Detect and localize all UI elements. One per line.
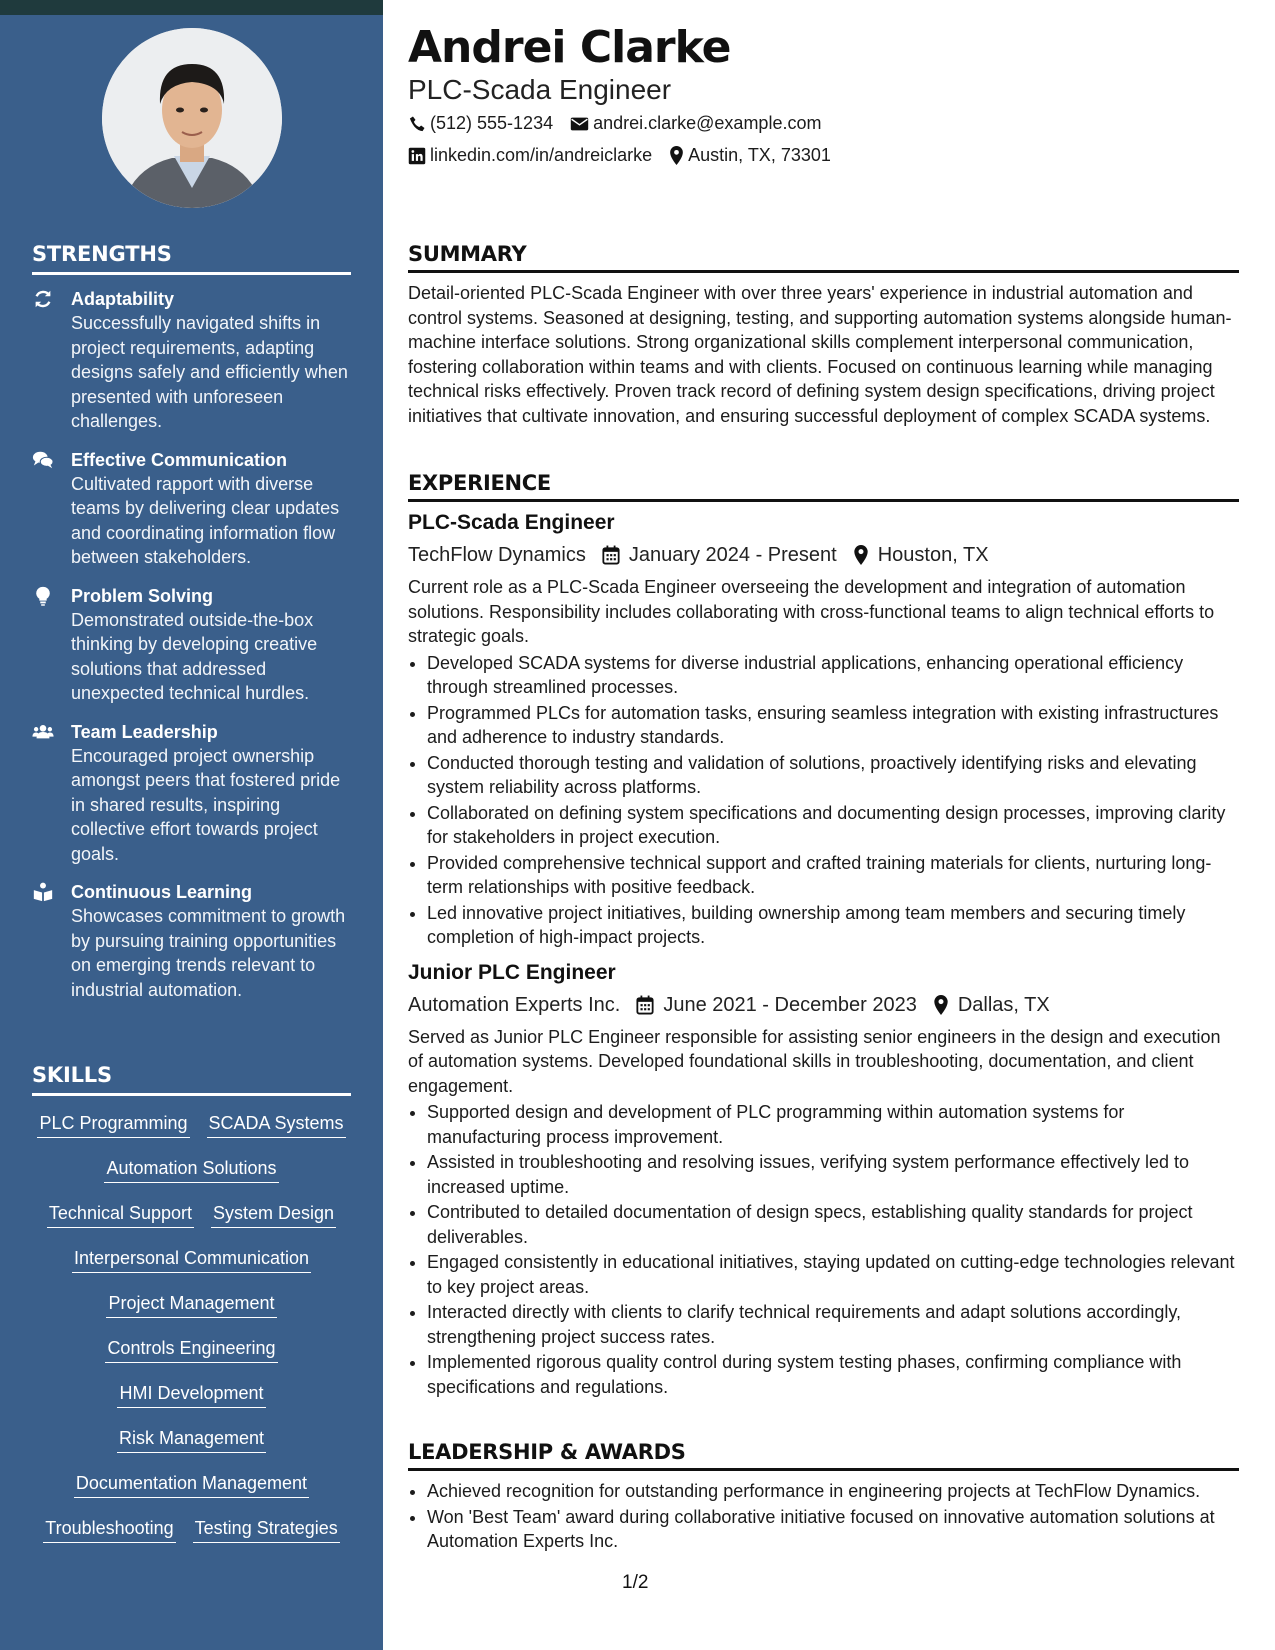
candidate-name: Andrei Clarke [408,22,731,73]
job-bullet: • Provided comprehensive technical support and crafted training materials for clients, nurturing long-term relationships with positive feedback. [427,851,1239,900]
skills-list [32,1104,351,1554]
job-bullet: • Assisted in troubleshooting and resolving issues, verifying system performance effectively led to increased uptime. [427,1150,1239,1199]
skill-tag: Interpersonal Communication [72,1247,311,1273]
linkedin-icon [408,147,426,165]
skill-tag: Technical Support [47,1202,194,1228]
job-bullet: • Programmed PLCs for automation tasks, ensuring seamless integration with existing infrastructures and adherence to industry standards. [427,701,1239,750]
sidebar [0,0,383,1650]
strength-item [32,880,351,1002]
job-location: Houston, TX [877,544,989,566]
phone-icon [408,115,426,133]
skill-tag: Project Management [106,1292,276,1318]
phone-text: (512) 555-1234 [430,113,554,133]
job-summary: Current role as a PLC-Scada Engineer overseeing the development and integration of automation solutions. Responsibility includes collaborating with cross-functional teams to align technical efforts to strategic goals. [408,577,1215,646]
map-pin-icon [933,995,949,1015]
award-item: • Won 'Best Team' award during collaborative initiative focused on innovative automation solutions at Automation Experts Inc. [427,1505,1239,1554]
strengths-section [32,242,351,1002]
users-icon [32,721,54,743]
strength-title: Team Leadership [71,721,218,742]
page-number: 1/2 [622,1572,649,1593]
strength-desc: Showcases commitment to growth by pursuing training opportunities on emerging trends relevant to industrial automation. [71,906,346,1000]
job-dates: January 2024 - Present [628,544,837,566]
job-bullets [408,651,1239,950]
calendar-icon [636,995,654,1015]
summary-text: Detail-oriented PLC-Scada Engineer with over three years' experience in industrial automation and control systems. Seasoned at designing, testing, and supporting automation systems alongside human-machine interface solutions. Strong organizational skills complement interpersonal communication, fostering collaboration within teams and with clients. Focused on continuous learning while managing technical risks effectively. Proven track record of defining system design specifications, driving project initiatives that cultivate innovation, and ensuring successful deployment of complex SCADA systems. [408,283,1232,426]
strength-item [32,720,351,867]
experience-title: EXPERIENCE [408,471,1239,502]
job-company: Automation Experts Inc. [408,993,621,1016]
skill-tag: SCADA Systems [207,1112,346,1138]
lightbulb-icon [32,585,54,607]
summary-section [408,242,1239,428]
awards-list [408,1479,1239,1554]
job-location-wrap [933,990,1050,1020]
skill-tag: PLC Programming [37,1112,189,1138]
sync-icon [32,288,54,310]
map-pin-icon [669,146,684,165]
skills-section [32,1063,351,1554]
calendar-icon [602,545,620,565]
job-meta [408,990,1239,1020]
job-bullet: • Developed SCADA systems for diverse industrial applications, enhancing operational efficiency through streamlined processes. [427,651,1239,700]
top-accent-bar [0,0,383,15]
phone-contact [408,113,553,134]
experience-section [408,471,1239,1400]
job-bullet: • Interacted directly with clients to clarify technical requirements and adapt solutions accordingly, strengthening project success rates. [427,1300,1239,1349]
job-summary: Served as Junior PLC Engineer responsible for assisting senior engineers in the design and execution of automation systems. Developed foundational skills in troubleshooting, documentation, and client engagement. [408,1026,1221,1096]
job-title: PLC-Scada Engineer [408,511,615,534]
strength-title: Continuous Learning [71,882,252,902]
job-dates-wrap [602,540,837,570]
skill-tag: Testing Strategies [193,1517,340,1543]
job-bullet: • Collaborated on defining system specifications and documenting design processes, improving clarity for stakeholders in project execution. [427,801,1239,850]
award-item: • Achieved recognition for outstanding performance in engineering projects at TechFlow Dynamics. [427,1479,1239,1504]
contact-row-2 [408,145,848,166]
job-bullet: • Supported design and development of PLC programming within automation systems for manufacturing process improvement. [427,1100,1239,1149]
skill-tag: HMI Development [117,1382,265,1408]
skill-tag: Risk Management [117,1427,266,1453]
strengths-title: STRENGTHS [32,242,351,275]
map-pin-icon [853,545,869,565]
skills-title: SKILLS [32,1063,351,1096]
strength-item [32,287,351,434]
linkedin-link[interactable]: linkedin.com/in/andreiclarke [430,145,653,165]
strength-item [32,448,351,570]
job-location-wrap [853,540,989,570]
skill-tag: Documentation Management [74,1472,309,1498]
comments-icon [32,449,54,471]
candidate-role: PLC-Scada Engineer [408,74,672,105]
skill-tag: System Design [211,1202,336,1228]
job-location: Dallas, TX [957,993,1050,1016]
job-bullets [408,1100,1239,1399]
job-dates: June 2021 - December 2023 [663,993,917,1016]
skill-tag: Controls Engineering [105,1337,277,1363]
linkedin-contact[interactable] [408,145,652,166]
email-contact[interactable] [570,113,821,134]
job-bullet: • Conducted thorough testing and validation of solutions, proactively identifying risks and elevating system reliability across platforms. [427,751,1239,800]
job-entry [408,508,1239,950]
job-dates-wrap [636,990,917,1020]
email-link[interactable]: andrei.clarke@example.com [593,113,822,133]
job-meta [408,540,1239,570]
job-bullet: • Implemented rigorous quality control during system testing phases, confirming compliance with specifications and regulations. [427,1350,1239,1399]
skill-tag: Automation Solutions [104,1157,278,1183]
strength-title: Effective Communication [71,449,288,470]
job-title: Junior PLC Engineer [408,960,616,984]
profile-photo [102,28,282,208]
location-text: Austin, TX, 73301 [688,145,831,165]
strength-desc: Demonstrated outside-the-box thinking by developing creative solutions that addressed unexpected technical hurdles. [71,609,318,703]
strength-desc: Encouraged project ownership amongst peers that fostered pride in shared results, inspiring collective effort towards project goals. [71,745,341,864]
reading-icon [32,881,54,903]
awards-title: LEADERSHIP & AWARDS [408,1440,1239,1471]
strength-desc: Cultivated rapport with diverse teams by delivering clear updates and coordinating information flow between stakeholders. [71,473,340,567]
awards-section [408,1440,1239,1555]
envelope-icon [570,116,589,132]
job-company: TechFlow Dynamics [408,544,586,566]
skill-tag: Troubleshooting [43,1517,175,1543]
job-bullet: • Contributed to detailed documentation of design specs, establishing quality standards for project deliverables. [427,1200,1239,1249]
strength-title: Adaptability [71,289,175,309]
strength-item [32,584,351,706]
location-contact [669,145,831,166]
job-bullet: • Led innovative project initiatives, building ownership among team members and securing timely completion of high-impact projects. [427,901,1239,950]
summary-title: SUMMARY [408,242,1239,273]
strength-desc: Successfully navigated shifts in project requirements, adapting designs safely and efficiently when presented with unforeseen challenges. [71,313,348,431]
strength-title: Problem Solving [71,585,214,606]
job-entry [408,958,1239,1400]
job-bullet: • Engaged consistently in educational initiatives, staying updated on cutting-edge technologies relevant to key project areas. [427,1250,1239,1299]
contact-row-1 [408,113,838,134]
